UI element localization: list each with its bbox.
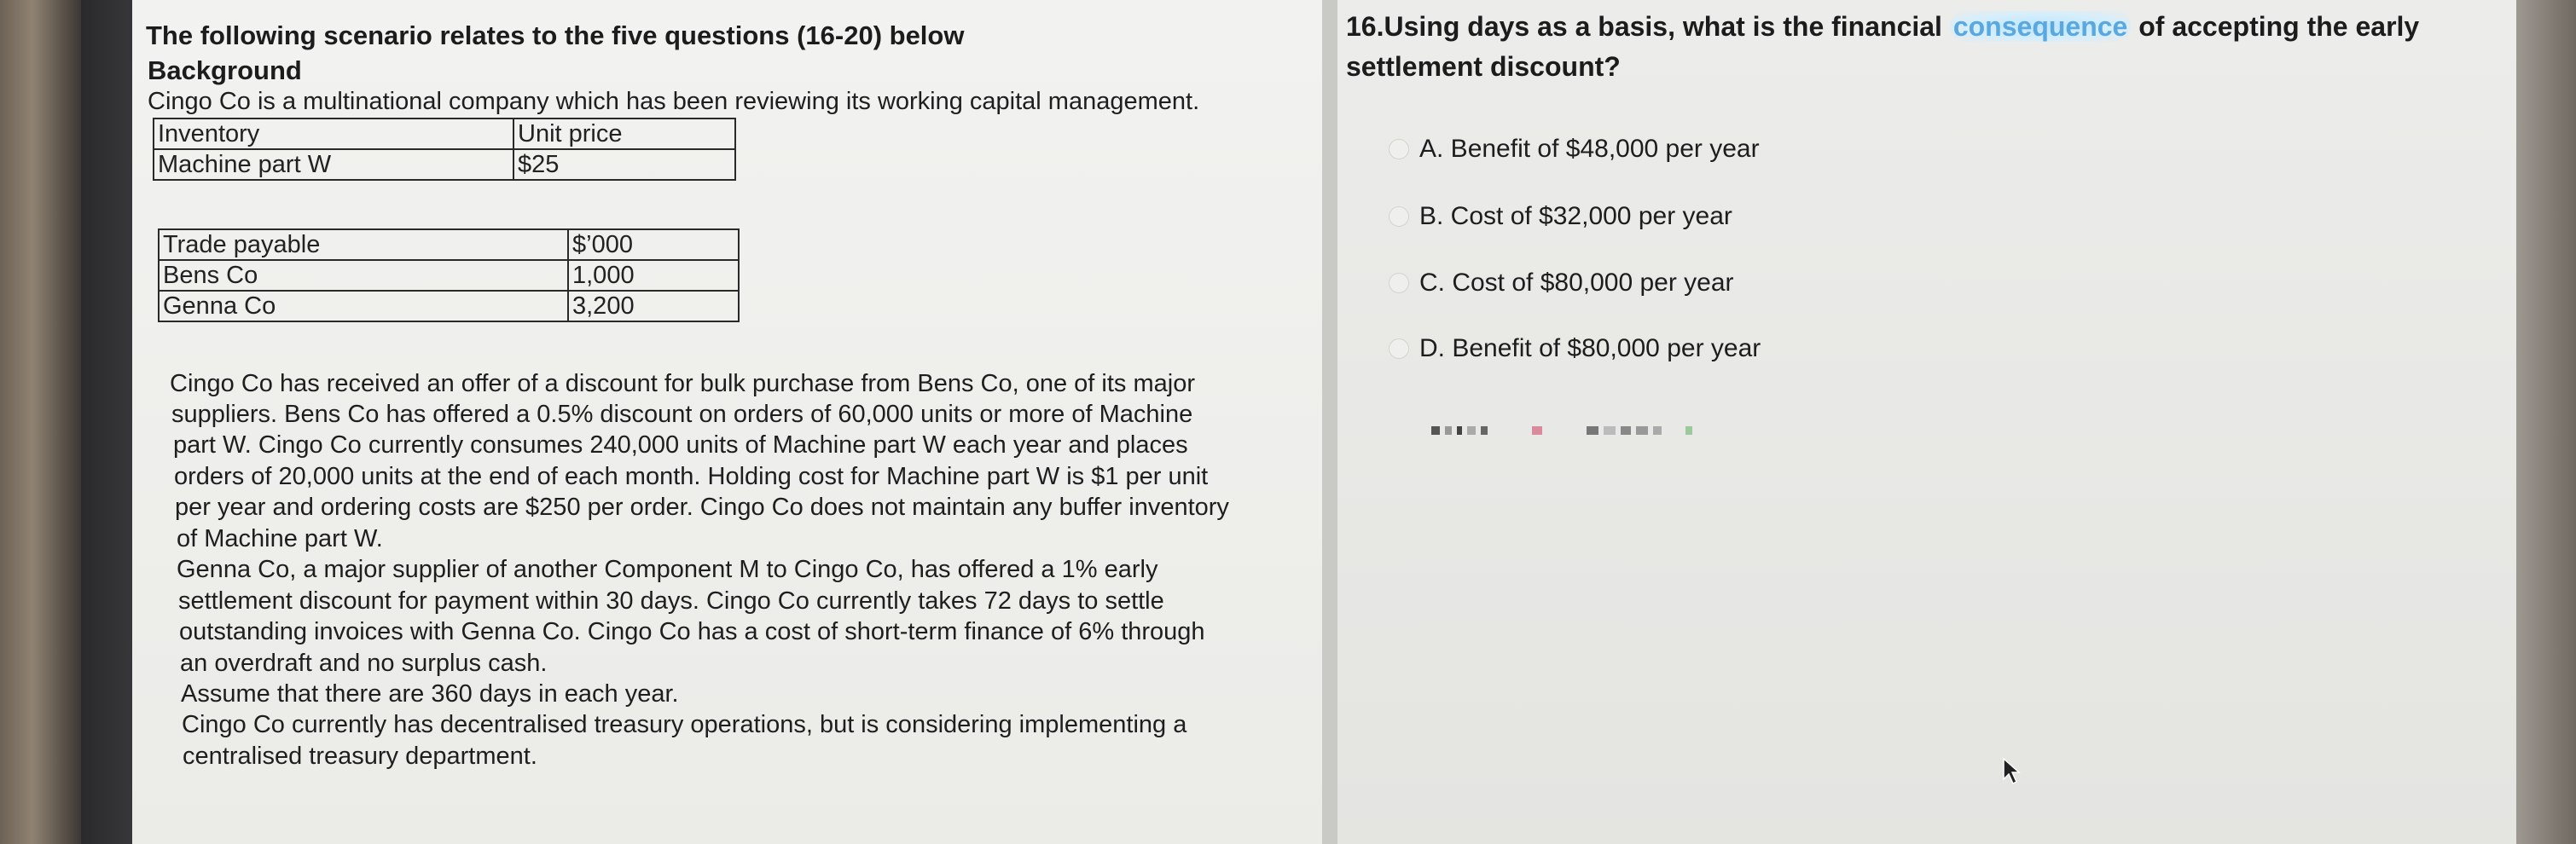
scenario-paragraph-line: Cingo Co has received an offer of a discount for bulk purchase from Bens Co, one of its major <box>170 370 1195 397</box>
scenario-paragraph-line: per year and ordering costs are $250 per order. Cingo Co does not maintain any buffer inventory <box>175 494 1229 521</box>
table-cell: Bens Co <box>159 260 568 291</box>
scenario-paragraph-line: suppliers. Bens Co has offered a 0.5% discount on orders of 60,000 units or more of Machine <box>171 401 1193 428</box>
background-heading: Background <box>148 55 302 85</box>
intro-text: Cingo Co is a multinational company which has been reviewing its working capital management. <box>148 88 1200 115</box>
scenario-paragraph-line: part W. Cingo Co currently consumes 240,000 units of Machine part W each year and places <box>173 431 1188 459</box>
answer-label: B. Cost of $32,000 per year <box>1419 202 1732 230</box>
table-header-cell: Trade payable <box>159 229 568 260</box>
scenario-paragraph-line: of Machine part W. <box>177 525 383 552</box>
radio-button[interactable] <box>1389 273 1409 293</box>
table-row <box>154 149 735 180</box>
screen <box>132 0 2521 844</box>
highlighted-word: consequence <box>1950 11 2132 42</box>
scenario-paragraph-line: centralised treasury department. <box>183 743 537 770</box>
table-header-cell: Unit price <box>513 119 735 149</box>
scenario-heading: The following scenario relates to the five questions (16-20) below <box>146 20 965 50</box>
table-row <box>159 260 739 291</box>
radio-button[interactable] <box>1389 338 1409 359</box>
pixelated-watermark <box>1431 418 1692 443</box>
scenario-paragraph-line: outstanding invoices with Genna Co. Cingo Co has a cost of short-term finance of 6% through <box>179 618 1205 645</box>
table-row <box>159 291 739 321</box>
radio-button[interactable] <box>1389 206 1409 227</box>
scenario-pane <box>132 0 1322 844</box>
question-text: 16.Using days as a basis, what is the financial <box>1346 11 1950 42</box>
answer-option-c[interactable] <box>1389 266 1734 300</box>
table-cell: 3,200 <box>568 291 739 321</box>
monitor-bezel-right <box>2516 0 2576 844</box>
answer-label: C. Cost of $80,000 per year <box>1419 269 1734 297</box>
question-pane <box>1337 0 2521 844</box>
answer-option-d[interactable] <box>1389 332 1761 366</box>
inventory-table <box>153 118 736 181</box>
scenario-paragraph-line: an overdraft and no surplus cash. <box>180 650 548 677</box>
table-cell: Machine part W <box>154 149 513 180</box>
table-cell: 1,000 <box>568 260 739 291</box>
table-cell: $25 <box>513 149 735 180</box>
desk-background <box>0 0 81 844</box>
question-title <box>1346 7 2489 87</box>
table-cell: Genna Co <box>159 291 568 321</box>
scenario-paragraph-line: orders of 20,000 units at the end of each month. Holding cost for Machine part W is $1 per unit <box>174 463 1209 490</box>
answer-option-a[interactable] <box>1389 132 1760 166</box>
radio-button[interactable] <box>1389 139 1409 159</box>
table-header-cell: Inventory <box>154 119 513 149</box>
answer-label: D. Benefit of $80,000 per year <box>1419 334 1761 362</box>
answer-label: A. Benefit of $48,000 per year <box>1419 135 1760 163</box>
scenario-paragraph-line: settlement discount for payment within 30 days. Cingo Co currently takes 72 days to settle <box>178 587 1164 615</box>
scenario-paragraph-line: Cingo Co currently has decentralised treasury operations, but is considering implementing a <box>182 711 1187 738</box>
pane-divider[interactable] <box>1322 0 1337 844</box>
answer-option-b[interactable] <box>1389 199 1732 234</box>
trade-payable-table <box>158 228 740 322</box>
scenario-paragraph-line: Assume that there are 360 days in each year. <box>181 680 679 708</box>
table-header-row <box>154 119 735 149</box>
scenario-paragraph-line: Genna Co, a major supplier of another Component M to Cingo Co, has offered a 1% early <box>177 556 1158 583</box>
table-header-row <box>159 229 739 260</box>
mouse-cursor-icon <box>2002 757 2024 786</box>
question-text: of accepting the early settlement discount? <box>1346 11 2420 82</box>
table-header-cell: $’000 <box>568 229 739 260</box>
